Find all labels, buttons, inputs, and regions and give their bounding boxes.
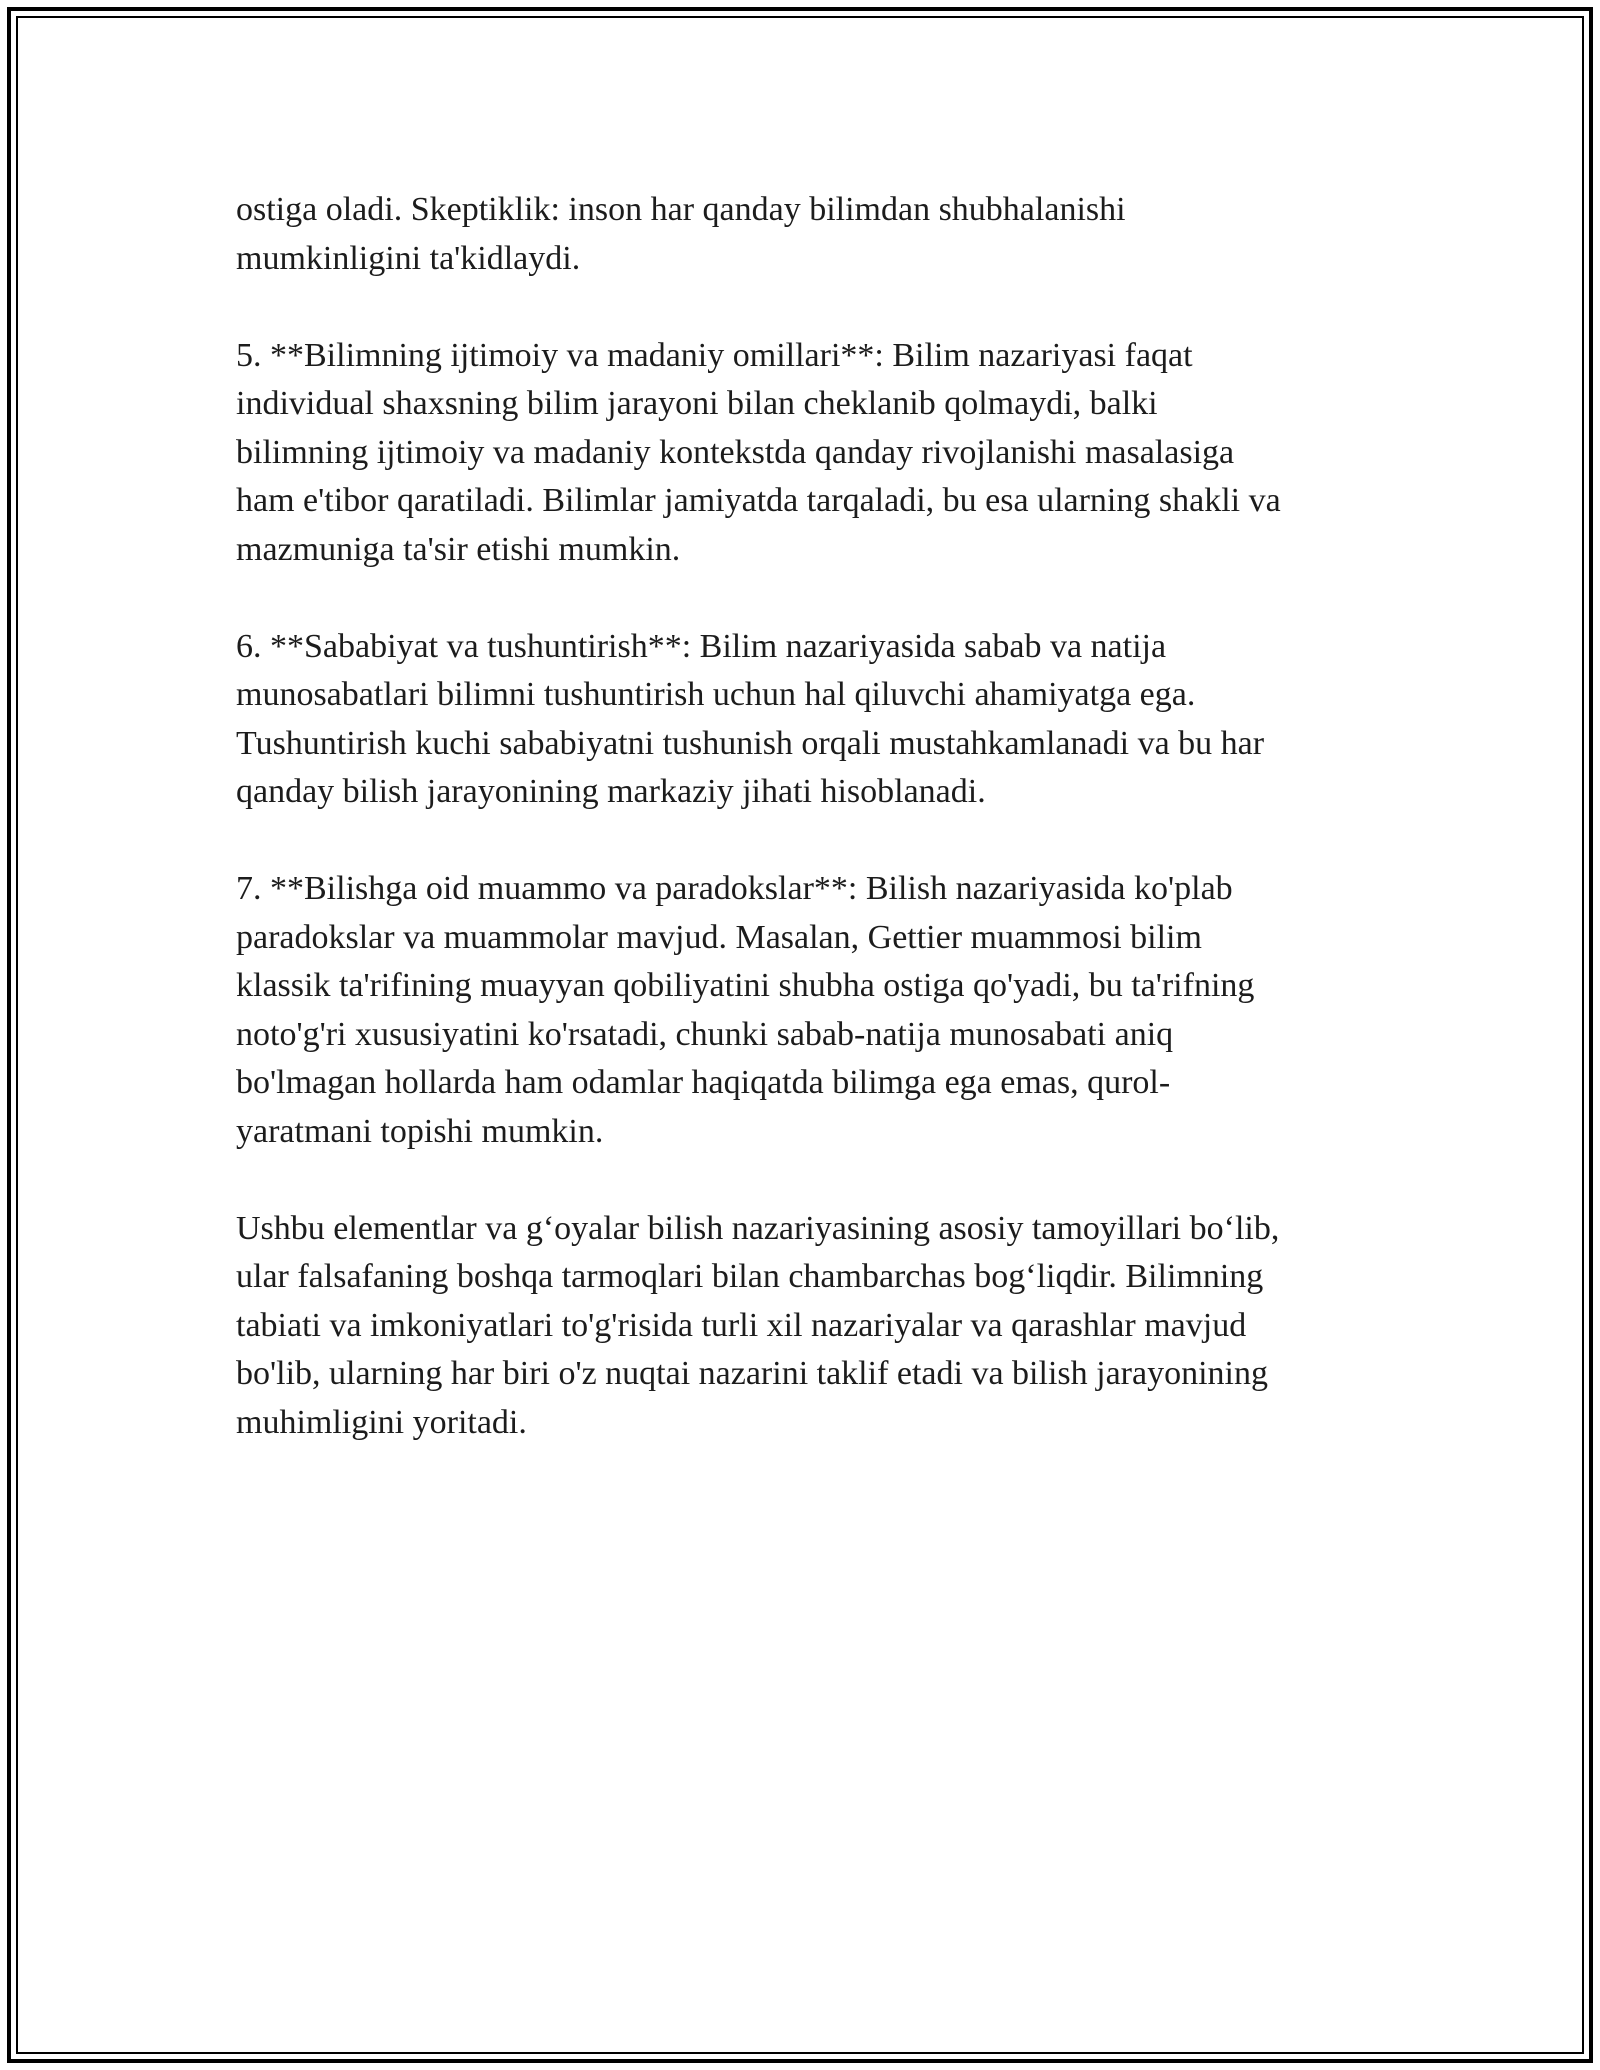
text-line: 7. **Bilishga oid muammo va paradokslar**: Bilish nazariyasida ko'plab <box>236 870 1233 907</box>
text-line: noto'g'ri xususiyatini ko'rsatadi, chunki sabab-natija munosabati aniq <box>236 1015 1174 1053</box>
text-line: ular falsafaning boshqa tarmoqlari bilan chambarchas bog‘liqdir. Bilimning <box>236 1258 1264 1295</box>
text-line: bilimning ijtimoiy va madaniy kontekstda qanday rivojlanishi masalasiga <box>236 433 1235 471</box>
text-line: mazmuniga ta'sir etishi mumkin. <box>236 530 681 568</box>
text-line: ham e'tibor qaratiladi. Bilimlar jamiyatda tarqaladi, bu esa ularning shakli va <box>236 482 1281 519</box>
paragraph-item-5 <box>236 332 1386 575</box>
text-line: individual shaxsning bilim jarayoni bilan cheklanib qolmaydi, balki <box>236 385 1158 422</box>
text-line: 5. **Bilimning ijtimoiy va madaniy omillari**: Bilim nazariyasi faqat <box>236 336 1193 374</box>
text-line: tabiati va imkoniyatlari to'g'risida turli xil nazariyalar va qarashlar mavjud <box>236 1306 1247 1344</box>
text-line: yaratmani topishi mumkin. <box>236 1112 604 1150</box>
text-line: paradokslar va muammolar mavjud. Masalan, Gettier muammosi bilim <box>236 918 1202 956</box>
paragraph-skepticism-continuation <box>236 186 1386 283</box>
text-line: muhimligini yoritadi. <box>236 1403 527 1441</box>
text-line: munosabatlari bilimni tushuntirish uchun hal qiluvchi ahamiyatga ega. <box>236 676 1196 713</box>
text-line: klassik ta'rifining muayyan qobiliyatini shubha ostiga qo'yadi, bu ta'rifning <box>236 967 1255 1004</box>
text-line: 6. **Sababiyat va tushuntirish**: Bilim nazariyasida sabab va natija <box>236 627 1167 665</box>
text-line: Tushuntirish kuchi sababiyatni tushunish orqali mustahkamlanadi va bu har <box>236 724 1265 762</box>
text-line: ostiga oladi. Skeptiklik: inson har qanday bilimdan shubhalanishi <box>236 191 1126 228</box>
paragraph-item-6 <box>236 623 1386 817</box>
paragraph-item-7 <box>236 865 1386 1156</box>
text-line: mumkinligini ta'kidlaydi. <box>236 239 581 277</box>
text-line: bo'lmagan hollarda ham odamlar haqiqatda bilimga ega emas, qurol- <box>236 1064 1171 1101</box>
paragraph-conclusion <box>236 1205 1386 1448</box>
text-line: bo'lib, ularning har biri o'z nuqtai nazarini taklif etadi va bilish jarayonining <box>236 1355 1268 1392</box>
document-body <box>236 186 1386 1496</box>
text-line: Ushbu elementlar va g‘oyalar bilish nazariyasining asosiy tamoyillari bo‘lib, <box>236 1209 1280 1247</box>
text-line: qanday bilish jarayonining markaziy jihati hisoblanadi. <box>236 773 986 810</box>
